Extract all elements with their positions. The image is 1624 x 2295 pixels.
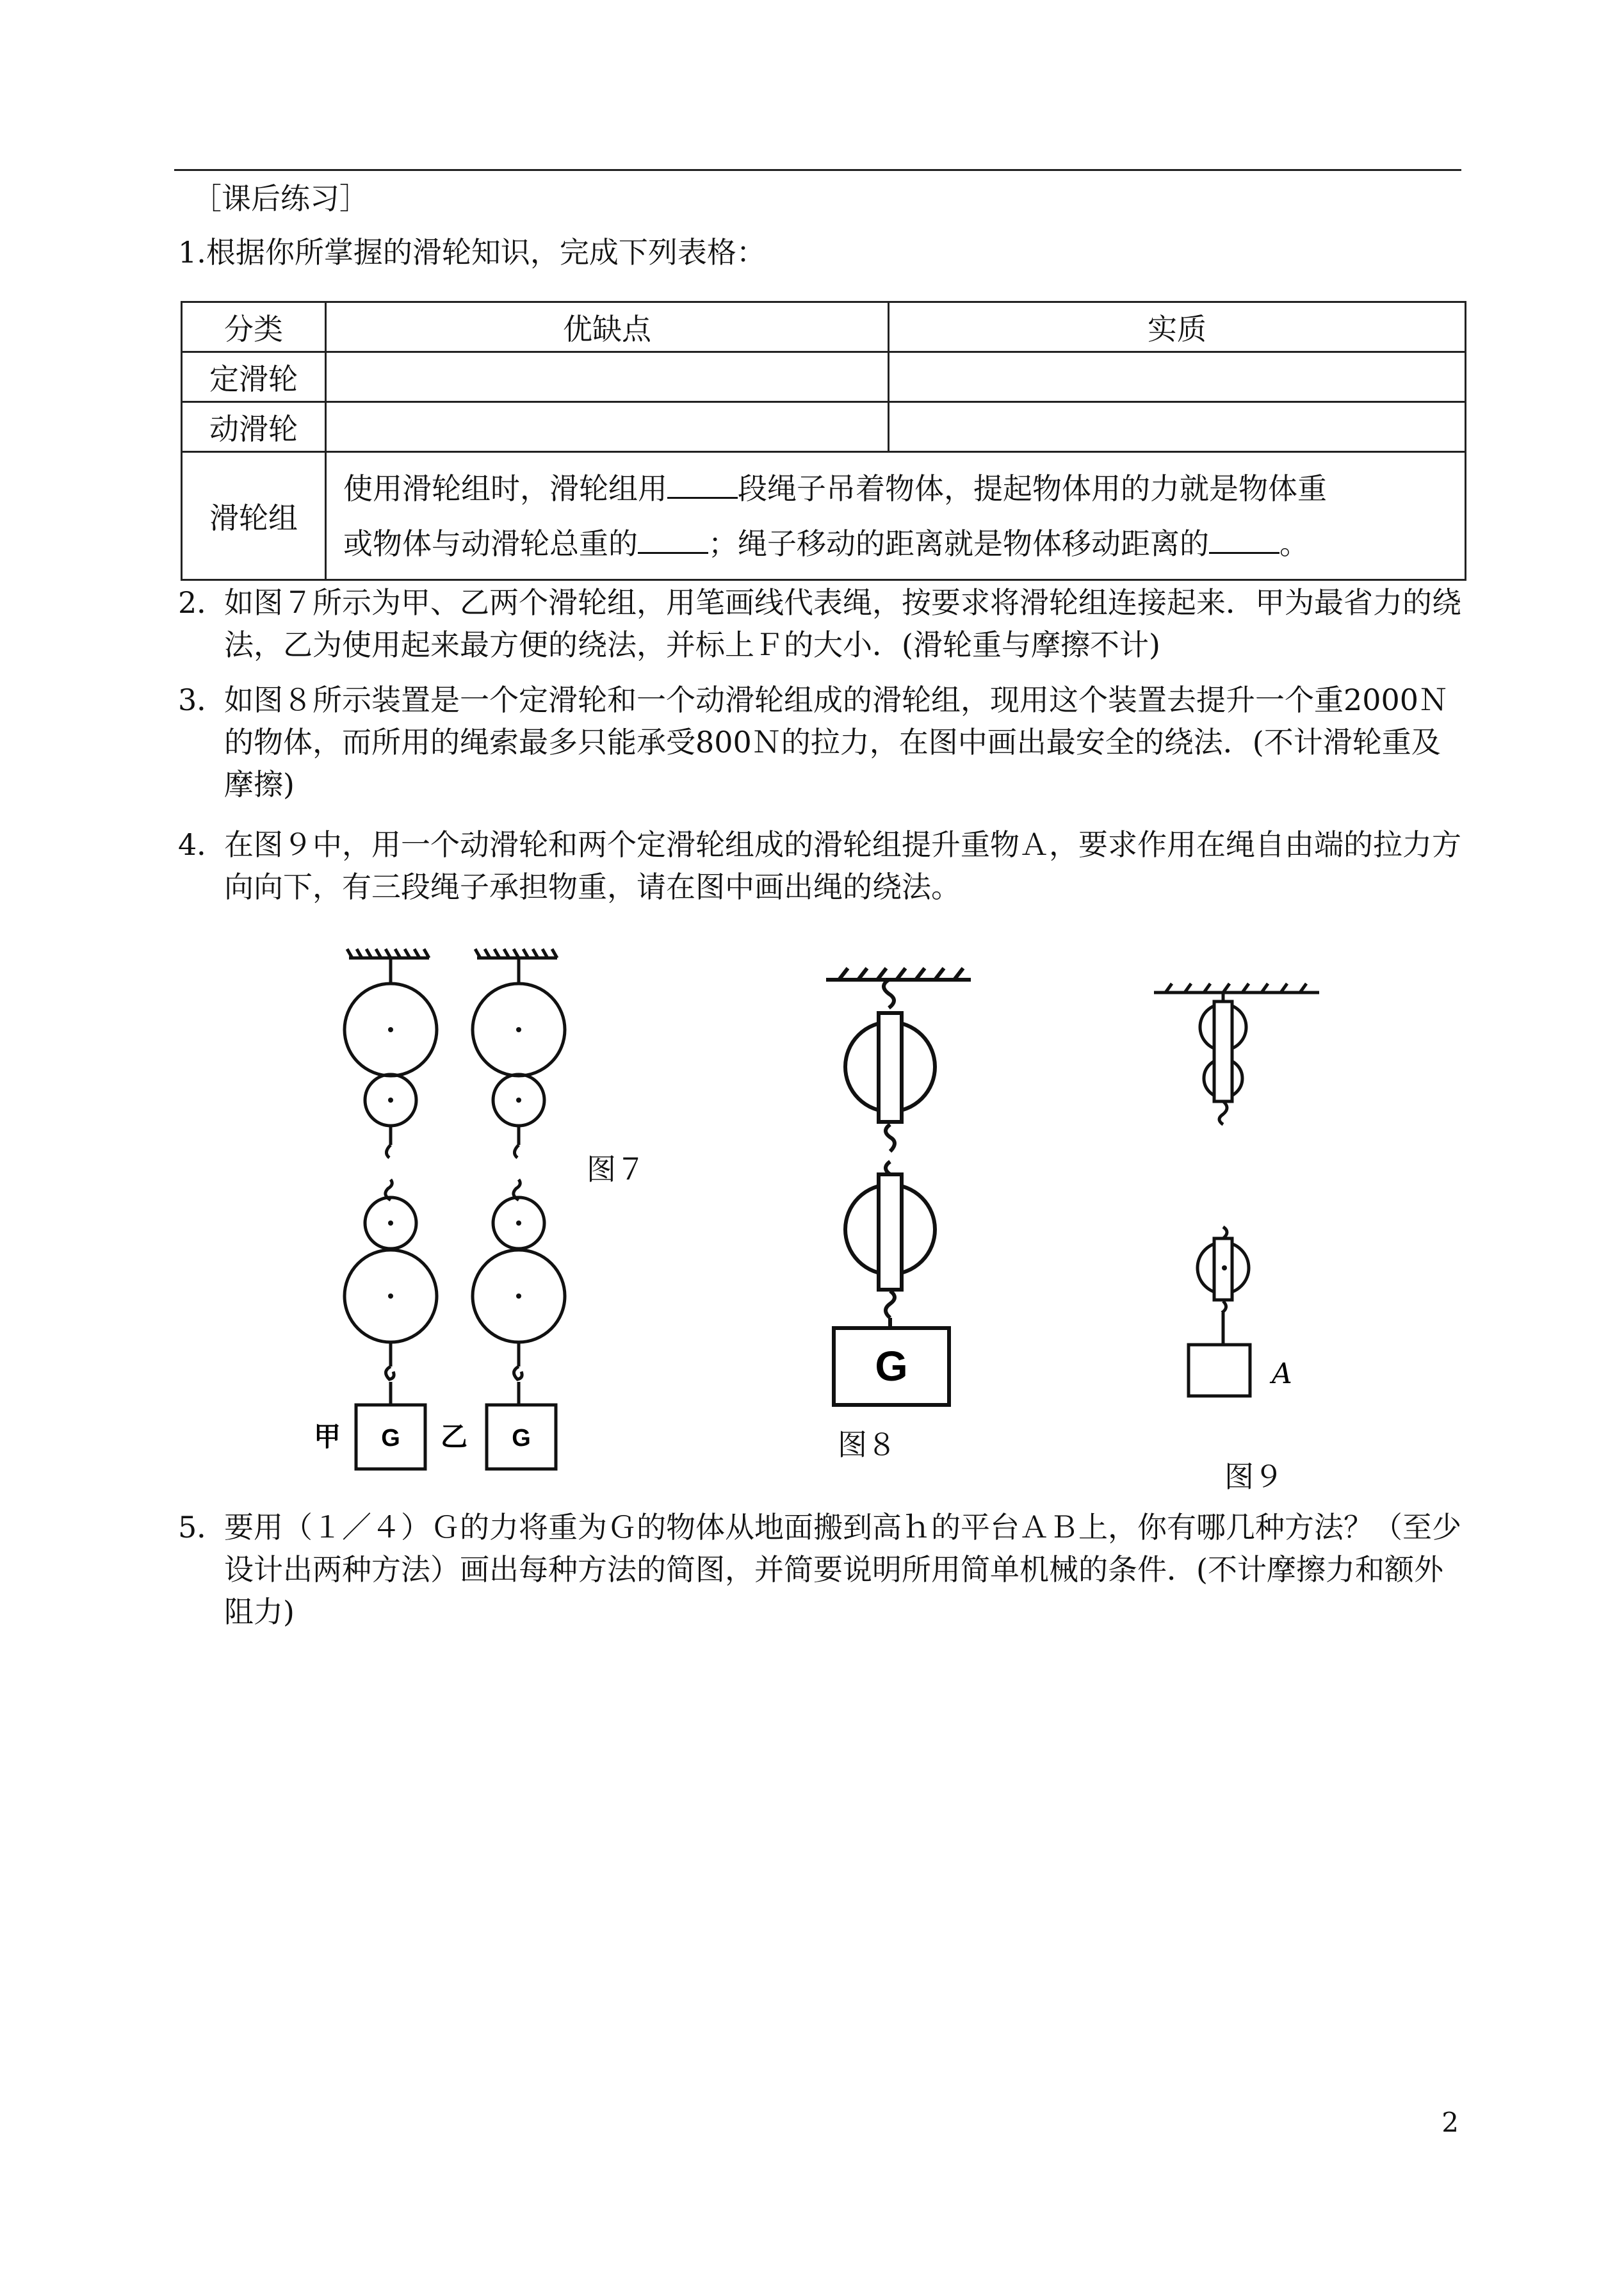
group-text-part2: 段绳子吊着物体，提起物体用的力就是物体重 bbox=[738, 471, 1327, 506]
question-number: 4． bbox=[178, 827, 227, 862]
figure-7-diagram bbox=[314, 941, 602, 1486]
pulley-group-cell bbox=[326, 452, 1466, 580]
table-header-category: 分类 bbox=[182, 302, 326, 352]
row-label-pulley-group: 滑轮组 bbox=[182, 452, 326, 580]
question-3 bbox=[178, 679, 1465, 806]
row-label-movable-pulley: 动滑轮 bbox=[182, 402, 326, 452]
blank-distance-multiple[interactable] bbox=[1209, 524, 1279, 554]
group-text-part4: ；绳子移动的距离就是物体移动距离的 bbox=[708, 526, 1209, 561]
weight-label-a: A bbox=[1272, 1358, 1292, 1390]
weight-box-a bbox=[1189, 1345, 1250, 1396]
group-text-part1: 使用滑轮组时，滑轮组用 bbox=[343, 471, 667, 506]
weight-label: G bbox=[381, 1425, 400, 1452]
weight-label: G bbox=[512, 1425, 531, 1452]
question-number: 3． bbox=[178, 683, 227, 717]
pulley-table bbox=[181, 301, 1466, 581]
figure-9-diagram bbox=[1146, 973, 1326, 1409]
table-header-pros: 优缺点 bbox=[326, 302, 889, 352]
fixed-pulley-pros-cell[interactable] bbox=[326, 352, 889, 402]
hook-icon bbox=[884, 980, 894, 1008]
table-row bbox=[182, 352, 1466, 402]
header-rule bbox=[174, 169, 1461, 171]
group-text-part3: 或物体与动滑轮总重的 bbox=[343, 526, 638, 561]
table-header-essence: 实质 bbox=[889, 302, 1466, 352]
label-jia: 甲 bbox=[314, 1421, 341, 1452]
question-2 bbox=[178, 581, 1465, 666]
question-number: 5． bbox=[178, 1510, 227, 1545]
table-row bbox=[182, 452, 1466, 580]
blank-rope-segments[interactable] bbox=[667, 469, 738, 499]
question-text: 如图７所示为甲、乙两个滑轮组，用笔画线代表绳，按要求将滑轮组连接起来．甲为最省力的绕法，乙为使用起来最方便的绕法，并标上Ｆ的大小．(滑轮重与摩擦不计) bbox=[224, 585, 1461, 662]
table-header-row bbox=[182, 302, 1466, 352]
figure-9-caption: 图９ bbox=[1224, 1459, 1283, 1494]
fixed-pulley-essence-cell[interactable] bbox=[889, 352, 1466, 402]
table-row bbox=[182, 402, 1466, 452]
row-label-fixed-pulley: 定滑轮 bbox=[182, 352, 326, 402]
question-text: 要用（１／４）Ｇ的力将重为Ｇ的物体从地面搬到高ｈ的平台ＡＢ上，你有哪几种方法？（至少设计出两种方法）画出每种方法的简图，并简要说明所用简单机械的条件．(不计摩擦力和额外阻力) bbox=[224, 1510, 1461, 1629]
movable-pulley-essence-cell[interactable] bbox=[889, 402, 1466, 452]
weight-label: G bbox=[875, 1342, 908, 1390]
pulley-frame bbox=[879, 1013, 902, 1122]
figure-7-caption: 图７ bbox=[587, 1152, 646, 1187]
question-5 bbox=[178, 1506, 1465, 1633]
section-title: ［课后练习］ bbox=[192, 181, 369, 216]
question-number: 2． bbox=[178, 585, 227, 620]
group-text-part5: 。 bbox=[1279, 526, 1309, 561]
question-text: 在图９中，用一个动滑轮和两个定滑轮组成的滑轮组提升重物Ａ，要求作用在绳自由端的拉力方向向下，有三段绳子承担物重，请在图中画出绳的绕法。 bbox=[224, 827, 1461, 904]
movable-pulley-pros-cell[interactable] bbox=[326, 402, 889, 452]
figure-8-diagram bbox=[820, 961, 973, 1409]
figure-8-caption: 图８ bbox=[838, 1427, 897, 1462]
label-yi: 乙 bbox=[441, 1421, 468, 1452]
blank-fraction[interactable] bbox=[638, 524, 708, 554]
question-4 bbox=[178, 823, 1465, 908]
question-text: 如图８所示装置是一个定滑轮和一个动滑轮组成的滑轮组，现用这个装置去提升一个重2000Ｎ的物体，而所用的绳索最多只能承受800Ｎ的拉力，在图中画出最安全的绕法．(不计滑轮重及摩擦) bbox=[224, 683, 1449, 802]
q1-intro: 1.根据你所掌握的滑轮知识，完成下列表格： bbox=[178, 235, 766, 270]
page-number: 2 bbox=[1441, 2107, 1459, 2138]
